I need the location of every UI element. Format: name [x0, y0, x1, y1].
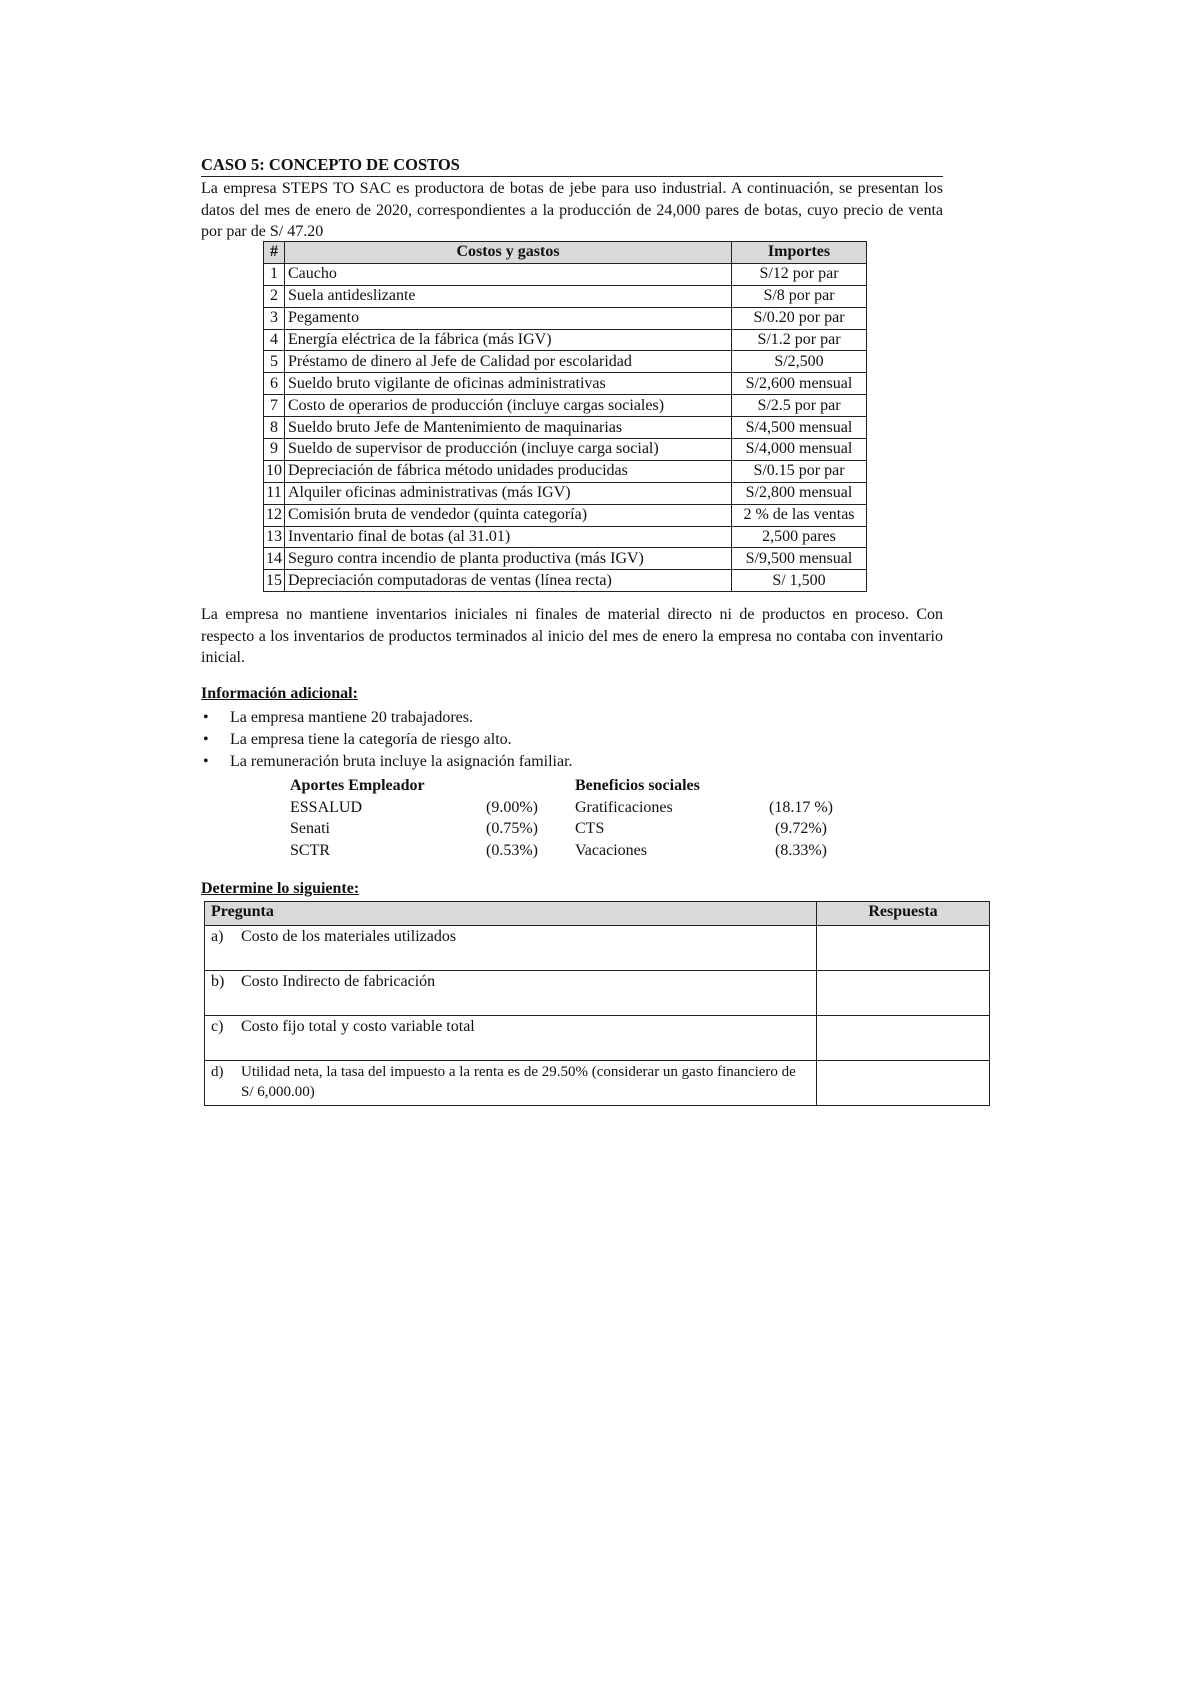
row-amount: S/2,500 — [732, 351, 867, 373]
row-amount: 2 % de las ventas — [732, 504, 867, 526]
benefit-name: CTS — [575, 820, 605, 837]
list-item — [575, 797, 875, 819]
row-amount: S/0.15 por par — [732, 460, 867, 482]
row-number: 15 — [264, 570, 285, 592]
table-row — [264, 307, 867, 329]
row-description: Seguro contra incendio de planta productiva (más IGV) — [285, 548, 732, 570]
row-amount: S/2,800 mensual — [732, 482, 867, 504]
row-amount: S/4,500 mensual — [732, 417, 867, 439]
table-row — [205, 1016, 990, 1061]
table-row — [205, 926, 990, 971]
row-number: 8 — [264, 417, 285, 439]
table-row — [264, 504, 867, 526]
case-title: CASO 5: CONCEPTO DE COSTOS — [201, 155, 943, 177]
answer-cell[interactable] — [817, 1061, 990, 1106]
question-cell — [205, 1061, 817, 1106]
list-item-text: La empresa tiene la categoría de riesgo alto. — [230, 731, 512, 748]
employer-contributions-heading: Aportes Empleador — [290, 777, 425, 794]
contribution-rate: (9.00%) — [486, 798, 538, 816]
table-row — [264, 351, 867, 373]
list-item — [201, 751, 901, 773]
row-amount: S/2,600 mensual — [732, 373, 867, 395]
question-cell — [205, 926, 817, 971]
row-description: Depreciación de fábrica método unidades producidas — [285, 460, 732, 482]
question-label: b) — [211, 973, 225, 990]
costs-table-header-row — [264, 242, 867, 264]
row-number: 12 — [264, 504, 285, 526]
table-row — [264, 285, 867, 307]
additional-info-heading: Información adicional: — [201, 685, 358, 702]
table-row — [264, 526, 867, 548]
table-row — [264, 373, 867, 395]
list-item — [201, 707, 901, 729]
row-number: 4 — [264, 329, 285, 351]
row-amount: S/1.2 por par — [732, 329, 867, 351]
row-amount: S/0.20 por par — [732, 307, 867, 329]
row-description: Depreciación computadoras de ventas (línea recta) — [285, 570, 732, 592]
row-amount: S/12 por par — [732, 263, 867, 285]
contribution-name: SCTR — [290, 841, 331, 859]
table-row — [264, 417, 867, 439]
questions-header-question: Pregunta — [205, 902, 817, 926]
row-amount: S/2.5 por par — [732, 395, 867, 417]
question-text: Costo de los materiales utilizados — [241, 928, 457, 945]
question-label: a) — [211, 928, 224, 945]
row-description: Préstamo de dinero al Jefe de Calidad por escolaridad — [285, 351, 732, 373]
row-number: 2 — [264, 285, 285, 307]
employer-contributions — [290, 775, 550, 861]
question-text: Utilidad neta, la tasa del impuesto a la renta es de 29.50% (considerar un gasto financiero de S/ 6,000.00) — [241, 1064, 796, 1100]
question-text: Costo Indirecto de fabricación — [241, 973, 436, 990]
bullet-icon: • — [203, 731, 209, 748]
table-row — [264, 570, 867, 592]
row-amount: S/4,000 mensual — [732, 439, 867, 461]
row-description: Alquiler oficinas administrativas (más IGV) — [285, 482, 732, 504]
bullet-icon: • — [203, 753, 209, 770]
determine-heading: Determine lo siguiente: — [201, 880, 360, 897]
question-text: Costo fijo total y costo variable total — [241, 1018, 475, 1035]
costs-header-desc: Costos y gastos — [285, 242, 732, 264]
question-label: c) — [211, 1018, 224, 1035]
row-description: Caucho — [285, 263, 732, 285]
inventory-note: La empresa no mantiene inventarios iniciales ni finales de material directo ni de productos en proceso. Con respecto a los inventarios de productos terminados al inicio del mes de enero la empresa no contaba con inventario inicial. — [201, 606, 943, 666]
row-description: Pegamento — [285, 307, 732, 329]
row-description: Sueldo bruto vigilante de oficinas administrativas — [285, 373, 732, 395]
questions-header-row — [205, 902, 990, 926]
row-number: 11 — [264, 482, 285, 504]
additional-info-list — [201, 707, 901, 773]
benefit-name: Gratificaciones — [575, 798, 673, 816]
row-number: 5 — [264, 351, 285, 373]
intro-paragraph: La empresa STEPS TO SAC es productora de botas de jebe para uso industrial. A continuación, se presentan los datos del mes de enero de 2020, correspondientes a la producción de 24,000 pares de botas, cuyo precio de venta por par de S/ 47.20 — [201, 180, 943, 240]
costs-header-num: # — [264, 242, 285, 264]
table-row — [264, 482, 867, 504]
costs-header-amount: Importes — [732, 242, 867, 264]
row-amount: S/ 1,500 — [732, 570, 867, 592]
row-number: 7 — [264, 395, 285, 417]
row-description: Inventario final de botas (al 31.01) — [285, 526, 732, 548]
table-row — [264, 548, 867, 570]
row-description: Sueldo de supervisor de producción (incluye carga social) — [285, 439, 732, 461]
table-row — [264, 329, 867, 351]
table-row — [264, 439, 867, 461]
answer-cell[interactable] — [817, 971, 990, 1016]
row-description: Suela antideslizante — [285, 285, 732, 307]
row-amount: 2,500 pares — [732, 526, 867, 548]
question-label: d) — [211, 1064, 224, 1080]
list-item — [290, 840, 550, 862]
row-number: 14 — [264, 548, 285, 570]
contribution-rate: (0.75%) — [486, 820, 538, 837]
table-row — [205, 971, 990, 1016]
list-item — [201, 729, 901, 751]
contribution-rate: (0.53%) — [486, 841, 538, 859]
question-cell — [205, 971, 817, 1016]
contribution-name: Senati — [290, 820, 330, 837]
row-description: Sueldo bruto Jefe de Mantenimiento de maquinarias — [285, 417, 732, 439]
row-description: Energía eléctrica de la fábrica (más IGV) — [285, 329, 732, 351]
questions-table — [204, 901, 990, 1106]
row-amount: S/9,500 mensual — [732, 548, 867, 570]
costs-table — [263, 241, 867, 592]
row-amount: S/8 por par — [732, 285, 867, 307]
social-benefits-heading: Beneficios sociales — [575, 777, 700, 794]
row-number: 9 — [264, 439, 285, 461]
list-item — [290, 797, 550, 819]
benefit-name: Vacaciones — [575, 841, 647, 859]
answer-cell[interactable] — [817, 1016, 990, 1061]
benefit-rate: (18.17 %) — [769, 798, 833, 816]
row-number: 6 — [264, 373, 285, 395]
table-row — [264, 263, 867, 285]
question-cell — [205, 1016, 817, 1061]
row-number: 1 — [264, 263, 285, 285]
questions-header-answer: Respuesta — [817, 902, 990, 926]
social-benefits — [575, 775, 875, 861]
answer-cell[interactable] — [817, 926, 990, 971]
row-description: Comisión bruta de vendedor (quinta categoría) — [285, 504, 732, 526]
row-number: 10 — [264, 460, 285, 482]
benefit-rate: (9.72%) — [775, 820, 827, 837]
bullet-icon: • — [203, 709, 209, 726]
row-number: 13 — [264, 526, 285, 548]
table-row — [264, 460, 867, 482]
list-item — [575, 840, 875, 862]
contribution-name: ESSALUD — [290, 798, 363, 816]
row-number: 3 — [264, 307, 285, 329]
table-row — [205, 1061, 990, 1106]
benefit-rate: (8.33%) — [775, 841, 827, 859]
list-item — [575, 818, 875, 840]
list-item-text: La remuneración bruta incluye la asignación familiar. — [230, 753, 573, 770]
table-row — [264, 395, 867, 417]
list-item-text: La empresa mantiene 20 trabajadores. — [230, 709, 473, 726]
row-description: Costo de operarios de producción (incluye cargas sociales) — [285, 395, 732, 417]
list-item — [290, 818, 550, 840]
